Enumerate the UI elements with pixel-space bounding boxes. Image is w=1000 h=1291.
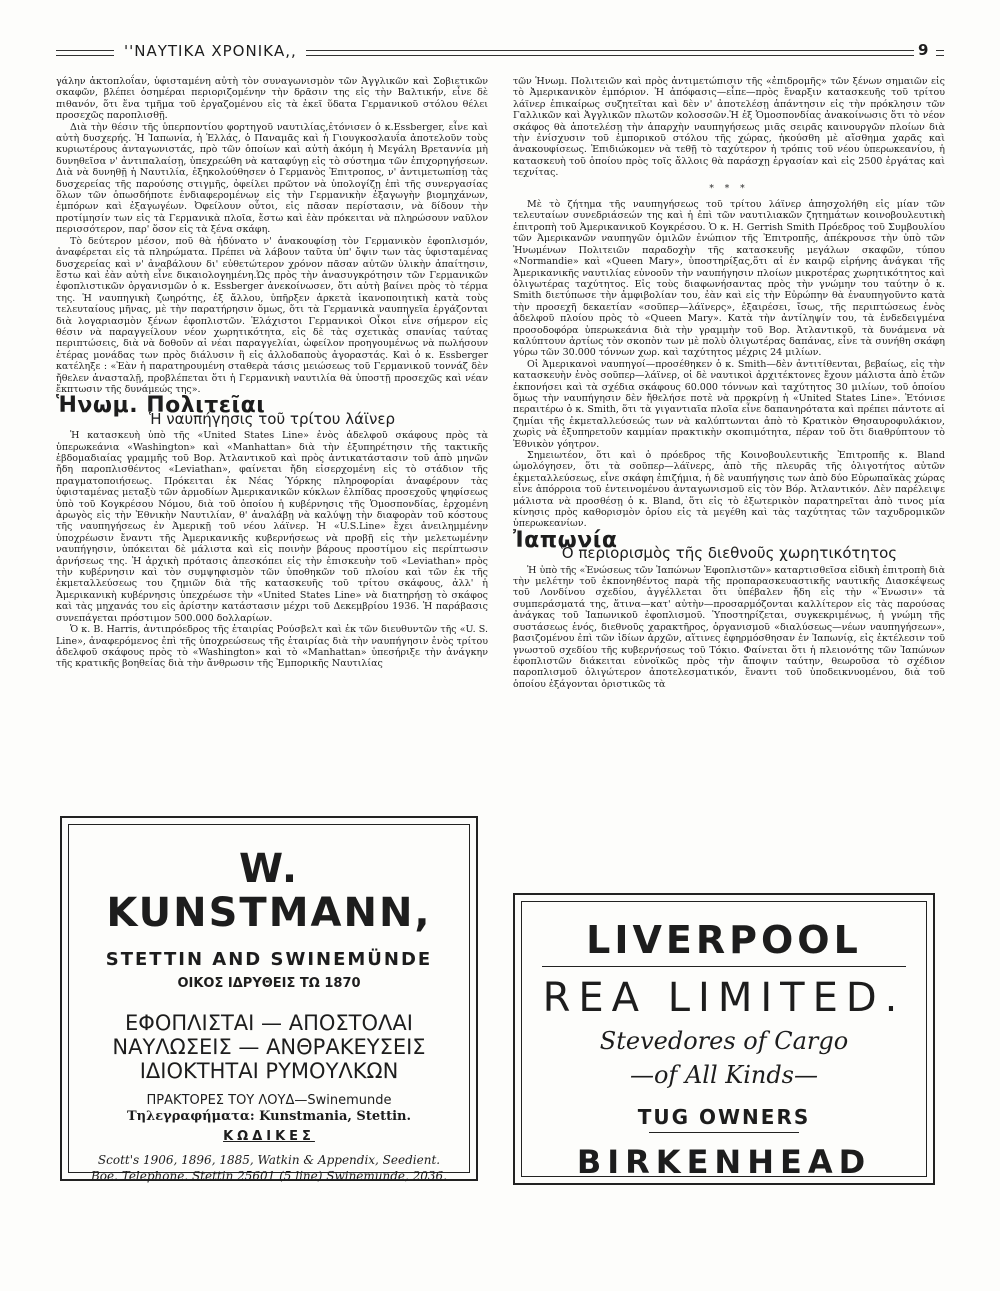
article-paragraph: Ὁ κ. B. Harris, ἀντιπρόεδρος τῆς ἑταιρίας Ρούσβελτ καὶ ἐκ τῶν διευθυντῶν τῆς «U. S. Line», ἀναφερόμενος ἐπὶ τῆς ὑποχρεώσεως τῆς ἑταιρίας διὰ τὴν ναυπήγησιν ἑνὸς τρίτου ἀδελφοῦ σκάφους πρὸς τὸ «Washington» καὶ τὸ «Manhattan» ὑπεσήριξε τὴν ἀνάγκην τῆς κρατικῆς βοηθείας διὰ τὴν ἄνθρωσιν τῆς Ἐμπορικῆς Ναυτιλίας: [56, 624, 488, 670]
kunstmann-established: ΟΙΚΟΣ ΙΔΡΥΘΕΙΣ ΤΩ 1870: [177, 976, 361, 991]
kunstmann-code-line: Boe. Telephone. Stettin 25601 (5 line) Swinemunde, 2036.: [90, 1169, 448, 1183]
rea-city: LIVERPOOL: [586, 918, 862, 962]
page-number: 9: [918, 41, 929, 59]
kunstmann-service-line: ΕΦΟΠΛΙΣΤΑΙ — ΑΠΟΣΤΟΛΑΙ: [125, 1011, 413, 1035]
advertisement-kunstmann-frame: [68, 824, 470, 1183]
kunstmann-codes-list: [69, 1152, 469, 1184]
magazine-title: ''ΝΑΥΤΙΚΑ ΧΡΟΝΙΚΑ,,: [124, 42, 297, 60]
rea-town: BIRKENHEAD: [576, 1143, 872, 1181]
kunstmann-name: W. KUNSTMANN,: [106, 846, 432, 936]
kunstmann-code-line: Scott's 1906, 1896, 1885, Watkin & Appendix, Seedient.: [97, 1153, 441, 1167]
header-rule-middle: [306, 50, 914, 56]
article-paragraph: Διὰ τὴν θέσιν τῆς ὑπερποντίου φορτηγοῦ ναυτιλίας,ἐτόνισεν ὁ κ.Essberger, εἶνε καὶ αὐτὴ δυσχερής. Ἡ Ἰαπωνία, ἡ Ἑλλάς, ὁ Παναμᾶς καὶ ἡ Γιουγκοσλαυΐα ἀποτελοῦν τοὺς κυριωτέρους ἀνταγωνιστάς, πρὸ τῶν ὁποίων καὶ αὐτὴ ἀκόμη ἡ Μεγάλη Βρεταννία μὴ δυνηθεῖσα ν' ἀντιπαλαίσῃ, ὑπεχρεώθη νὰ καταφύγῃ εἰς τὸ σύστημα τῶν ἐπιχορηγήσεων. Διὰ νὰ δυνηθῇ ἡ Ναυτιλία, ἐξηκολούθησεν ὁ Γερμανὸς Ἐπιτροπος, ν' ἀντιμετωπίσῃ τὰς δυσχερείας τῆς παρούσης στιγμῆς, ὀφείλει πρῶτον νὰ ὑπολογίζῃ ἐπὶ τῆς συνεργασίας ὅλων τῶν ὁπωσδήποτε ἐνδιαφερομένων εἰς τὴν Γερμανικὴν ἐξαγωγὴν βιομηχάνων, ἐμπόρων καὶ ἐξαγωγέων. Ὀφείλουν οὗτοι, εἰς πᾶσαν περίστασιν, νὰ δίδουν τὴν προτίμησίν των εἰς τὰ Γερμανικὰ πλοῖα, ἔστω καὶ ἐὰν πρόκειται νὰ πληρώσουν ναῦλον περισσότερον, παρ' ὅσον εἰς τὰ ξένα σκάφη.: [56, 121, 488, 236]
advertisement-rea-limited: [513, 893, 935, 1185]
rea-rule: [542, 966, 906, 967]
kunstmann-service-line: ΙΔΙΟΚΤΗΤΑΙ ΡΥΜΟΥΛΚΩΝ: [139, 1059, 399, 1083]
advertisement-kunstmann: [60, 816, 478, 1181]
article-paragraph: Ἡ ὑπὸ τῆς «Ἑνώσεως τῶν Ἰαπώνων Ἐφοπλιστῶν» καταρτισθεῖσα εἰδικὴ ἐπιτροπὴ διὰ τὴν μελέτην τοῦ ἐκπονηθέντος παρὰ τῆς προπαρασκευαστικῆς ναυτικῆς Διασκέψεως τοῦ Λονδίνου σχεδίου, ἀγγέλλεται ὅτι ὑπέβαλεν ἤδη εἰς τὴν «Ἕνωσιν» τὰ συμπεράσματά της, ἅτινα—κατ' αὐτὴν—προσαρμόζονται καλλίτερον εἰς τὰς παρούσας ἀνάγκας τοῦ Ἰαπωνικοῦ ἐφοπλισμοῦ. Ὑποστηρίζεται, συγκεκριμένως, ἡ γνώμη τῆς συστάσεως ἑνός, διεθνοῦς χαρακτῆρος, ὀργανισμοῦ «διαλύσεως—νέων ναυπηγήσεων», βασιζομένου ἐπὶ τῶν ἰδίων ἀρχῶν, αἵτινες ἐφηρμόσθησαν ἐν Ἰαπωνίᾳ, εἰς ἐκτέλεσιν τοῦ γνωστοῦ σχεδίου τῆς κυβερνήσεως τοῦ Τόκιο. Φαίνεται ὅτι ἡ πλειονότης τῶν Ἰαπώνων ἐφοπλιστῶν διάκειται εὐνοϊκῶς πρὸς τὴν ἄποψιν ταύτην, θεωροῦσα τὸ σχέδιον παροπλισμοῦ ὀλιγώτερον ἀποτελεσματικόν, ἔναντι τοῦ ὑποδεικνυομένου, διὰ τοῦ ὁποίου ἐξάγονται ὁριστικῶς τὰ: [513, 564, 945, 690]
left-column: [56, 76, 488, 670]
kunstmann-place: STETTIN AND SWINEMÜNDE: [105, 949, 433, 970]
article-paragraph: Σημειωτέον, ὅτι καὶ ὁ πρόεδρος τῆς Κοινοβουλευτικῆς Ἐπιτροπῆς κ. Bland ὡμολόγησεν, ὅτι τὰ σοῦπερ—λάϊνερς, ἀπὸ τῆς πλευρᾶς τῆς ὀλιγοτήτος αὐτῶν ἐκμεταλλεύσεως, εἶνε σκάφη ἐπιζήμια, ἡ δὲ ναυπήγησις των ἀπὸ δύο Εὐρωπαϊκὰς χώρας εἶνε ἀπόρροια τοῦ ἐντεινομένου ἀνταγωνισμοῦ εἰς τὸν Βόρ. Ἀτλαντικόν. Δὲν παρέλειψε μάλιστα νὰ προσθέσῃ ὁ κ. Bland, ὅτι εἰς τὸ ἐξωτερικὸν παρατηρεῖται ἀπὸ τινος μία κίνησις πρὸς καθορισμὸν ὁρίου εἰς τὰ μεγέθη καὶ τὰς ταχύτητας τῶν ταχυδρομικῶν ὑπερωκεανίων.: [513, 450, 945, 530]
header-rule-left: [56, 50, 114, 56]
rea-cargo-line: —of All Kinds—: [629, 1061, 818, 1089]
section-title-usa: Ἡνωμ. Πολιτεῖαι: [56, 393, 266, 419]
article-paragraph: γάλην ἀκτοπλοΐαν, ὑφισταμένη αὐτὴ τὸν συναγωνισμὸν τῶν Ἀγγλικῶν καὶ Σοβιετικῶν σκαφῶν, βλέπει ὁσημέραι περιοριζομένην τὴν δρᾶσιν της εἰς τὴν Βαλτικήν, εἶνε δὲ πιθανόν, ὅτι ἕνα τμῆμα τοῦ ἐργαζομένου εἰς τὰ ἐκεῖ ὕδατα Γερμανικοῦ στόλου θέλει προσεχῶς παροπλισθῇ.: [56, 76, 488, 122]
subsection-title-tonnage: Ὁ περιορισμὸς τῆς διεθνοῦς χωρητικότητος: [560, 544, 898, 563]
article-paragraph: τῶν Ἡνωμ. Πολιτειῶν καὶ πρὸς ἀντιμετώπισιν τῆς «ἐπιδρομῆς» τῶν ξένων σημαιῶν εἰς τὸ Ἀμερικανικὸν ἐμπόριον. Ἡ ἀπόφασις—εἶπε—πρὸς ἔναρξιν κατασκευῆς τοῦ τρίτου λάϊνερ ἐπικαίρως συζητεῖται καὶ δὲν ν' ἀποτελέσῃ ἀπάντησιν εἰς τὴν πρόκλησιν τῶν Γαλλικῶν καὶ Ἀγγλικῶν πλωτῶν κολοσσῶν.Ἡ ἐξ Ὁμοσπονδίας ἀνακοίνωσις ὅτι τὸ νέον σκάφος θὰ ἀποτελέσῃ τὴν ἀπαρχὴν ναυπηγήσεως μιᾶς σειρᾶς καινουργῶν πλοίων διὰ τὴν ἐνίσχυσιν τοῦ ἐμπορικοῦ στόλου τῆς χώρας, ἠκούσθη μὲ αἴσθημα χαρᾶς καὶ ἀνακουφίσεως. Ἐπιδιώκομεν νὰ τεθῇ τὸ ταχύτερον ἡ τρόπις τοῦ νέου ὑπερωκεανίου, ἡ κατασκευὴ τοῦ ὁποίου πρὸς τοῖς ἄλλοις θὰ παράσχῃ ἐργασίαν καὶ εἰς 2500 ἐργάτας καὶ τεχνίτας.: [513, 76, 945, 179]
kunstmann-telegram: Τηλεγραφήματα: Kunstmania, Stettin.: [126, 1109, 412, 1124]
kunstmann-services: [69, 1011, 469, 1083]
kunstmann-service-line: ΝΑΥΛΩΣΕΙΣ — ΑΝΘΡΑΚΕΥΣΕΙΣ: [112, 1035, 426, 1059]
section-title-japan: Ἰαπωνία: [513, 527, 618, 553]
rea-tug-underline: [649, 1132, 799, 1133]
article-paragraph: Οἱ Ἀμερικανοὶ ναυπηγοί—προσέθηκεν ὁ κ. Smith—δὲν ἀντιτίθενται, βεβαίως, εἰς τὴν κατασκευὴν ἑνὸς σοῦπερ—λάϊνερ, οἱ δὲ ναυτικοὶ ἀρχιτέκτονες ἔχουν μάλιστα ἀπὸ ἐτῶν ἐκπονήσει καὶ τὰ σχέδια σκάφους 60.000 τόννων καὶ ταχύτητος 30 μιλίων, τοῦ ὁποίου ὅμως τὴν ναυπήγησιν δὲν ἤθελήσε ποτὲ νὰ προκρίνῃ ἡ «United States Line». Ἐτόνισε περαιτέρω ὁ κ. Smith, ὅτι τὰ γιγαντιαῖα πλοῖα εἶνε δαπανηρότατα καὶ πρέπει πάντοτε αἱ ζημίαι τῆς ἐκμεταλλεύσεώς των νὰ καλύπτωνται ἀπὸ τὸ Κρατικὸν Θησαυροφυλάκιον, χωρὶς νὰ ἐξυπηρετοῦν καμμίαν πρακτικὴν σκοπιμότητα, πέραν τοῦ ὅτι διαθρύπτουν τὸ Ἐθνικὸν γόητρον.: [513, 358, 945, 450]
article-paragraph: Ἡ κατασκευὴ ὑπὸ τῆς «United States Line» ἑνὸς ἀδελφοῦ σκάφους πρὸς τὰ ὑπερωκεάνια «Washington» καὶ «Manhattan» διὰ τὴν ἐξυπηρέτησιν τῆς τακτικῆς ἑβδομαδιαίας γραμμῆς τοῦ Βορ. Ἀτλαντικοῦ καὶ πρὸς ἀντικατάστασιν τοῦ ἀπὸ μηνῶν ἤδη παροπλισθέντος «Leviathan», φαίνεται ἤδη εἰσερχομένη εἰς τὸ στάδιον τῆς πραγματοποιήσεως. Πρόκειται ἐκ Νέας Ὑόρκης πληροφορίαι ἀναφέρουν τὰς ὑφισταμένας μεταξὺ τῶν ἁρμοδίων Ἀμερικανικῶν κύκλων ἐλπίδας προσεχοῦς ψηφίσεως ὑπὸ τοῦ Κογκρέσου Νόμου, διὰ τοῦ ὁποίου ἡ κυβέρνησις τῆς Ὁμοσπονδίας, ἐρχομένη ἀρωγὸς εἰς τὴν Ἐθνικὴν Ναυτιλίαν, θ' ἀναλάβῃ νὰ καλύψῃ τὴν διαφορὰν τοῦ κόστους τῆς ναυπηγήσεως ἐν Ἀμερικῇ τοῦ νέου λάϊνερ. Ἡ «U.S.Line» ἔχει ἀνειλημμένην ὑποχρέωσιν ἔναντι τῆς Ἀμερικανικῆς κυβερνήσεως νὰ προβῇ εἰς τὴν μελετωμένην ναυπήγησιν, ὑπόκειται δὲ μάλιστα καὶ εἰς ποινὴν βάρους προστίμου εἰς περίπτωσιν ἀρνήσεως της. Ἡ ἀρχικὴ πρότασις ἀπεσκόπει εἰς τὴν ἐπισκευὴν τοῦ «Leviathan» πρὸς τὴν κυβέρνησιν καὶ τὸν συμψηφισμὸν τῶν ὑποθηκῶν τοῦ πλοίου καὶ τῶν ἐκ τῆς ἐκμεταλλεύσεως του ζημιῶν διὰ τῆς κατασκευῆς τοῦ τρίτου σκάφους, ἀλλ' ἡ Ἀμερικανικὴ κυβέρνησις ὑπεχρέωσε τὴν «United States Line» νὰ διατηρήσῃ τὸ σκάφος καὶ τὰς μηχανάς του εἰς ἀρίστην κατάστασιν μέχρι τοῦ Δεκεμβρίου 1936. Ἡ παράβασις συνεπάγεται πρόστιμον 500.000 δολλαρίων.: [56, 430, 488, 624]
page-header: [56, 42, 944, 66]
advertisement-rea-frame: [521, 901, 927, 1181]
kunstmann-agents: ΠΡΑΚΤΟΡΕΣ ΤΟΥ ΛΟΥΔ—Swinemunde: [146, 1093, 392, 1108]
rea-stevedores-line: Stevedores of Cargo: [599, 1027, 849, 1055]
rea-company-name: REA LIMITED.: [542, 975, 906, 1021]
kunstmann-codes-title: ΚΩΔΙΚΕΣ: [223, 1129, 315, 1144]
header-rule-right: [936, 50, 944, 56]
subsection-title-third-liner: Ἡ ναυπήγησις τοῦ τρίτου λάϊνερ: [148, 409, 396, 428]
right-column: [513, 76, 945, 690]
article-paragraph: Τὸ δεύτερον μέσον, ποῦ θὰ ἠδύνατο ν' ἀνακουφίσῃ τὸν Γερμανικὸν ἐφοπλισμόν, ἀναφέρεται εἰς τὰ πληρώματα. Πρέπει νὰ λάβουν ταῦτα ὑπ' ὄψιν των τὰς ὑφισταμένας δυσχερείας καὶ ν' ἀναβάλουν δι' εὐθετώτερον χρόνον πᾶσαν αὐτῶν ὑλικὴν ἀπαίτησιν, ἔστω καὶ ἐὰν αὐτὴ εἶνε δικαιολογημένη.Ὡς πρὸς τὴν ἀνασυγκρότησιν τῶν Γερμανικῶν ἐφοπλιστικῶν ὀργανισμῶν ὁ κ. Essberger ἀνεκοίνωσεν, ὅτι αὐτὴ βαίνει πρὸς τὸ τέρμα της. Ἡ ναυπηγικὴ ζωηρότης, ἐξ ἄλλου, ὑπῆρξεν ἀρκετὰ ἱκανοποιητικὴ κατὰ τοὺς τελευταίους μῆνας, μὲ τὴν παρατήρησιν ὅμως, ὅτι τὰ Γερμανικὰ ναυπηγεῖα ἐργάζονται διὰ λογαριασμὸν ξένων ἐφοπλιστῶν. Ἐλάχιστοι Γερμανικοὶ Οἶκοι εἶνε σήμερον εἰς θέσιν νὰ παραγγείλουν νέον χωρητικότητα, εἰς δὲ τὰς σχετικὰς σπανίας ταύτας περιπτώσεις, διὰ νὰ δοθοῦν αἱ νέαι παραγγελίαι, ὠφείλον προηγουμένως νὰ πωλήσουν ἑτέρας μονάδας των πρὸς διάλυσιν ἢ εἰς ἀλλοδαποὺς ἀγοραστάς. Καὶ ὁ κ. Essberger κατέληξε : «Ἐὰν ἡ παρατηρουμένη σταθερὰ τάσις μειώσεως τοῦ Γερμανικοῦ τοννάζ δὲν ἤθελεν ἀνασταλῇ, προβλέπεται ὅτι ἡ Γερμανικὴ ναυτιλία θὰ ὑποστῇ προσεχῶς καὶ νέαν ἔκπτωσιν τῆς δυνάμεώς της».: [56, 235, 488, 395]
article-paragraph: Μὲ τὸ ζήτημα τῆς ναυπηγήσεως τοῦ τρίτου λάϊνερ ἀπησχολήθη εἰς μίαν τῶν τελευταίων συνεδριάσεών της καὶ ἡ ἐπὶ τῶν ναυτιλιακῶν ζητημάτων κοινοβουλευτικὴ ἐπιτροπὴ τοῦ Ἀμερικανικοῦ Κογκρέσου. Ὁ κ. H. Gerrish Smith Πρόεδρος τοῦ Συμβουλίου τῶν Ἀμερικανῶν ναυπηγῶν ὁμιλῶν ἐνώπιον τῆς Ἐπιτροπῆς, ἀπέκρουσε τὴν ὑπὸ τῶν Ἡνωμένων Πολιτειῶν παραδοχὴν τῆς κατασκευῆς μεγάλων σκαφῶν, τύπου «Normandie» καὶ «Queen Mary», ὑποστηρίξας,ὅτι αἱ ἐν καιρῷ εἰρήνης ἀνάγκαι τῆς Ἀμερικανικῆς ναυτιλίας εὐνοοῦν τὴν ναυπήγησιν πλοίων μικροτέρας χωρητικότητος καὶ ὀλιγωτέρας ταχύτητος. Εἰς τοὺς διαφωνήσαντας πρὸς τὴν γνώμην του ταύτην ὁ κ. Smith διετύπωσε τὴν ἀμφιβολίαν του, ἐὰν καὶ εἰς τὴν Εὐρώπην θὰ ἐναυπηγοῦντο κατὰ τὴν προσεχῆ δεκαετίαν «σοῦπερ—λάϊνερς», ἐξαιρέσει, ἴσως, τῆς περιπτώσεως ἑνὸς ἀδελφοῦ πλοίου πρὸς τὸ «Queen Mary». Κατὰ τὴν ἀντίληψίν του, τὰ ἐνδεδειγμένα προσοδοφόρα ὑπερωκεάνια διὰ τὴν γραμμὴν τοῦ Βορ. Ἀτλαντικοῦ, τὰ δυνάμενα νὰ καλύπτουν ἀρτίως τὸν σκοπὸν των μὲ πολὺ ὀλιγωτέρας δαπάνας, εἶνε τὰ συνήθη σκάφη γύρω τῶν 30.000 τόννων χωρ. καὶ ταχύτητος μέχρις 24 μιλίων.: [513, 199, 945, 359]
section-separator: * * *: [709, 183, 749, 194]
rea-tug-owners: TUG OWNERS: [637, 1105, 811, 1129]
